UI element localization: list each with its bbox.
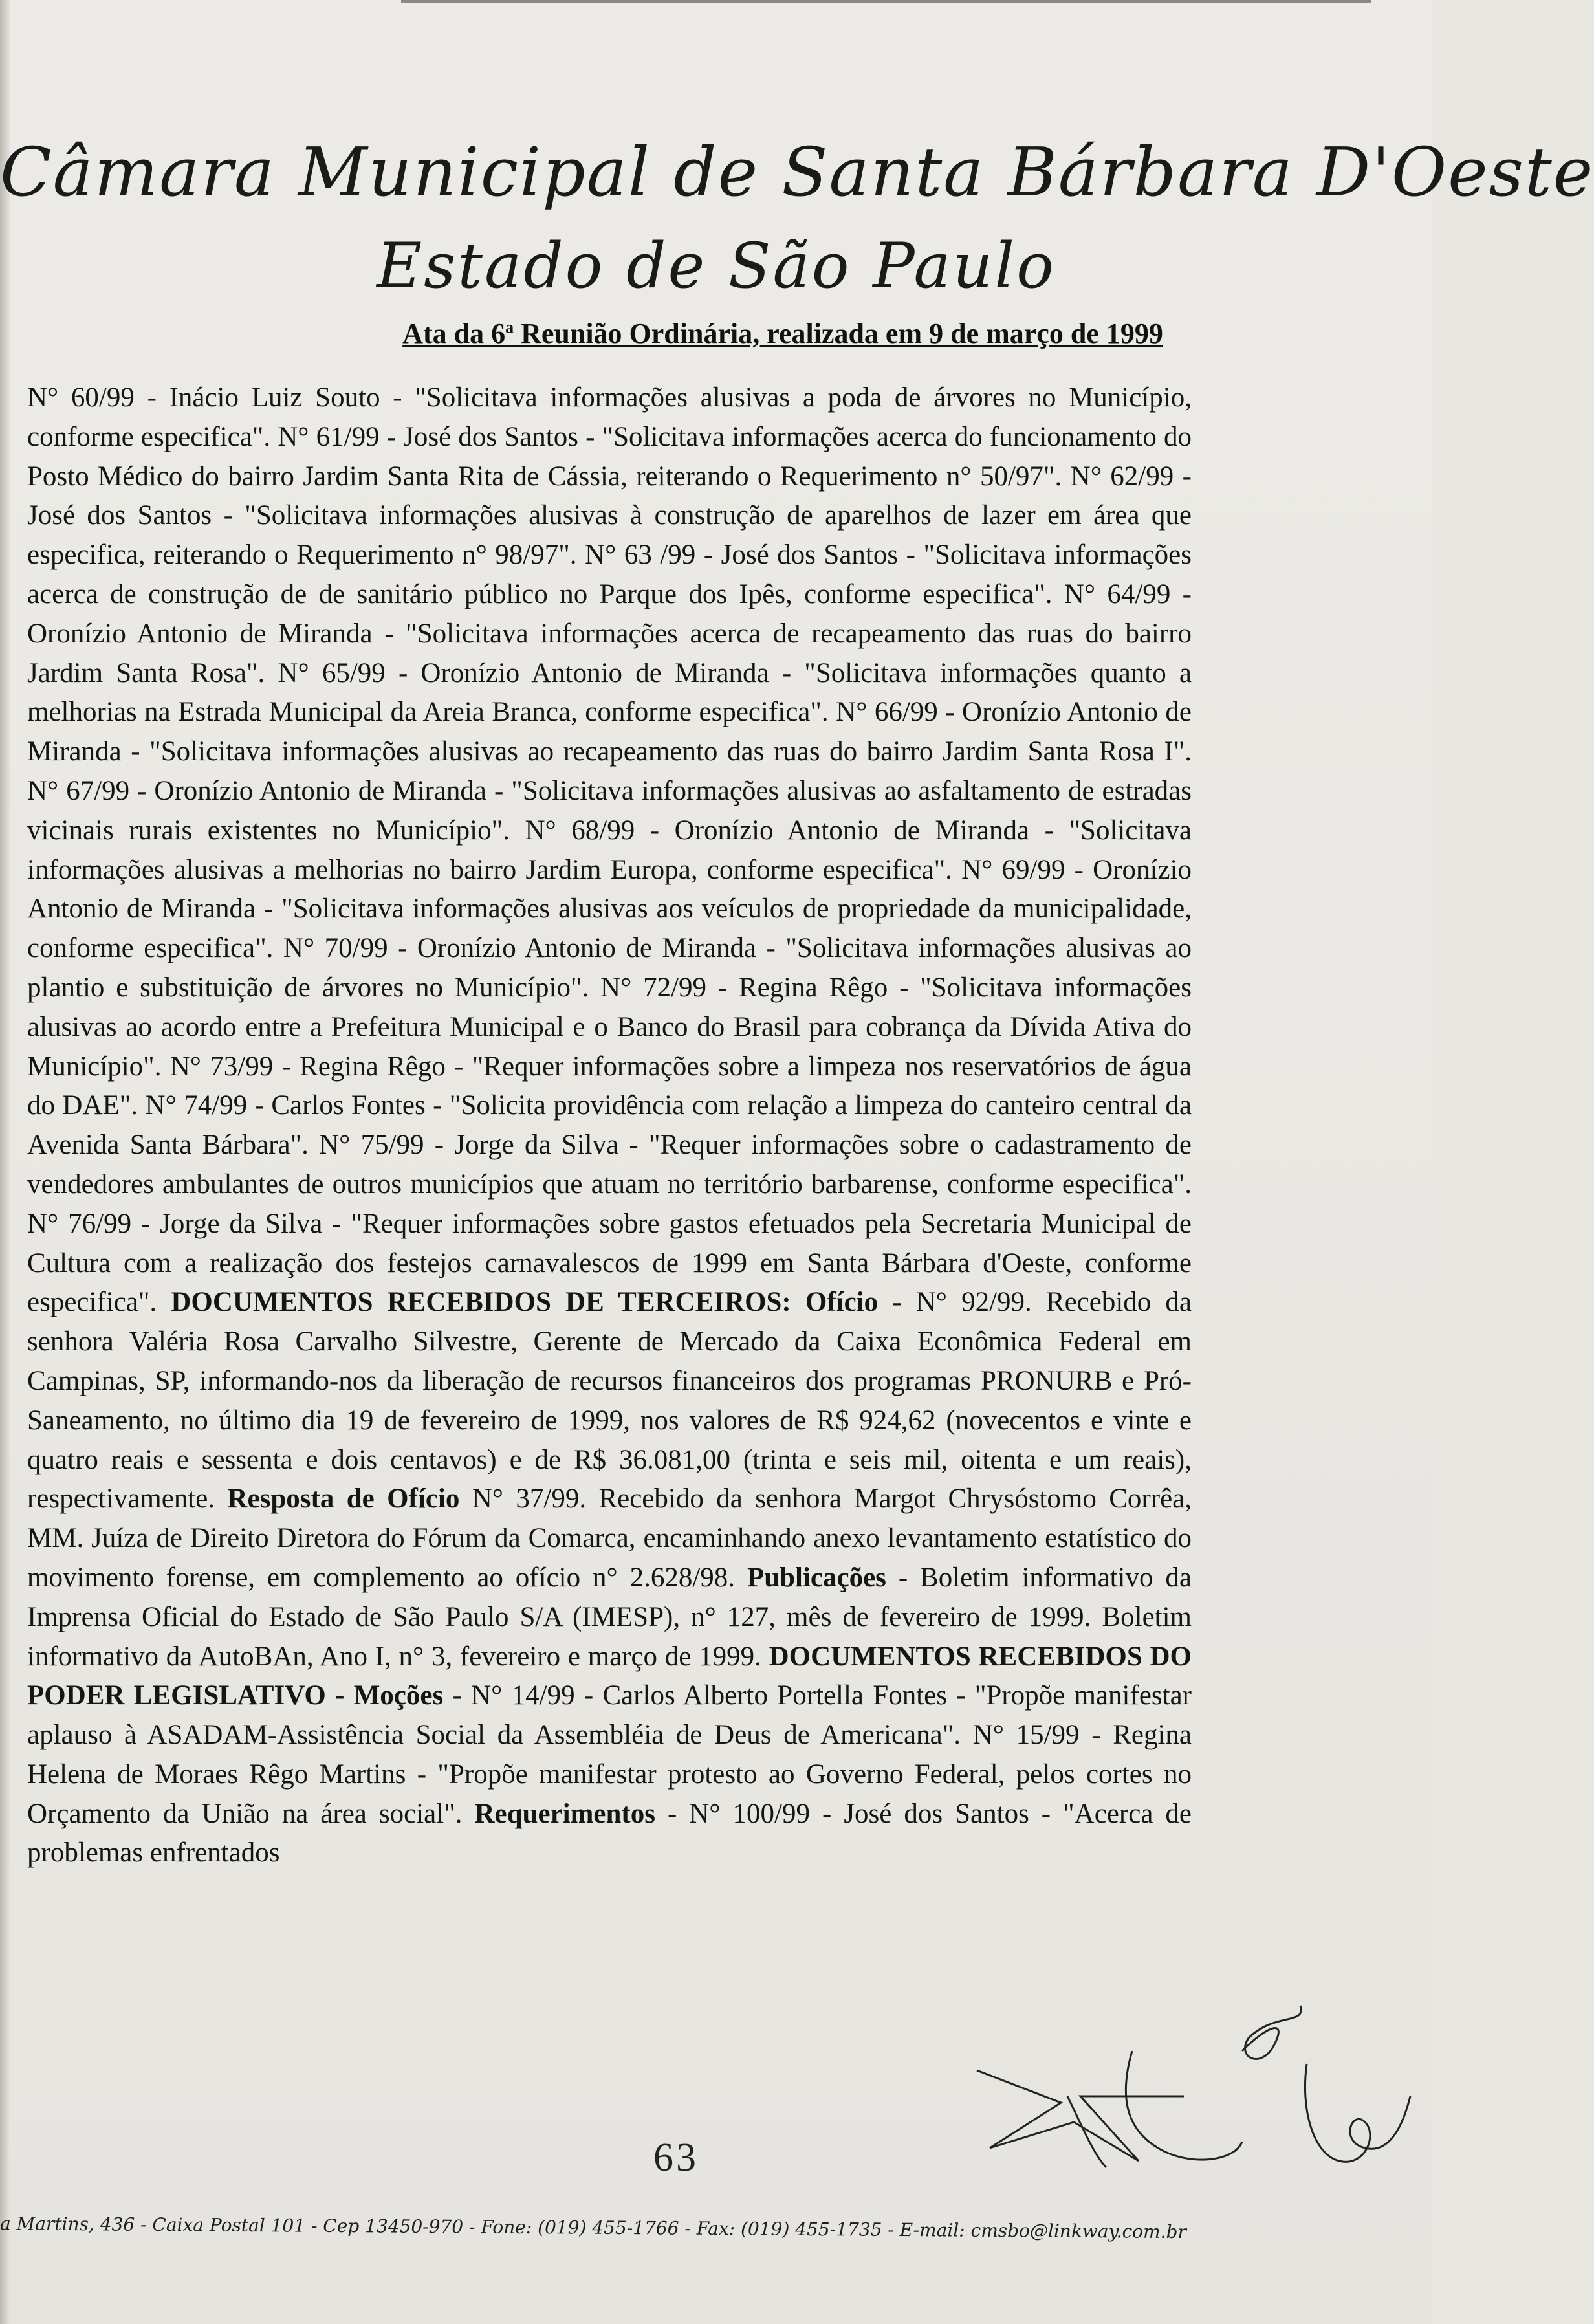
- handwritten-signatures: [964, 1999, 1417, 2193]
- scan-edge-shadow: [0, 0, 10, 2324]
- body-paragraph-oficio: - N° 92/99. Recebido da senhora Valéria Rosa Carvalho Silvestre, Gerente de Mercado da Caixa Econômica Federal em Campinas, SP, informando-nos da liberação de recursos financeiros dos programas PRONURB e Pró-Saneamento, no último dia 19 de fevereiro de 1999, nos valores de R$ 924,62 (novecentos e vinte e quatro reais e sessenta e dois centavos) e de R$ 36.081,00 (trinta e seis mil, oitenta e um reais), respectivamente.: [27, 1287, 1192, 1515]
- page-number: 63: [653, 2136, 699, 2180]
- state-name: Estado de São Paulo: [377, 230, 1056, 302]
- heading-resposta-oficio: Resposta de Ofício: [227, 1484, 460, 1515]
- minutes-title: [175, 317, 1391, 350]
- body-paragraph-publicacoes: - Boletim informativo da Imprensa Oficial do Estado de São Paulo S/A (IMESP), n° 127, mês de fevereiro de 1999. Boletim informativo da AutoBAn, Ano I, n° 3, fevereiro e março de 1999.: [27, 1562, 1192, 1672]
- heading-legislative-docs: DOCUMENTOS RECEBIDOS DO PODER LEGISLATIVO - Moções: [27, 1641, 1192, 1711]
- body-paragraph-resposta: N° 37/99. Recebido da senhora Margot Chrysóstomo Corrêa, MM. Juíza de Direito Diretora do Fórum da Comarca, encaminhando anexo levantamento estatístico do movimento forense, em complemento ao ofício n° 2.628/98.: [27, 1484, 1192, 1593]
- minutes-title-sup: a: [505, 318, 514, 337]
- body-paragraph-mocoes: - N° 14/99 - Carlos Alberto Portella Fontes - "Propõe manifestar aplauso à ASADAM-Assistência Social da Assembléia de Deus de Americana". N° 15/99 - Regina Helena de Moraes Rêgo Martins - "Propõe manifestar protesto ao Governo Federal, pelos cortes no Orçamento da União na área social".: [27, 1680, 1192, 1829]
- body-paragraph-requerimentos: - N° 100/99 - José dos Santos - "Acerca de problemas enfrentados: [27, 1798, 1192, 1869]
- body-paragraph-requests: N° 60/99 - Inácio Luiz Souto - "Solicitava informações alusivas a poda de árvores no Município, conforme especifica". N° 61/99 - José dos Santos - "Solicitava informações acerca do funcionamento do Posto Médico do bairro Jardim Santa Rita de Cássia, reiterando o Requerimento n° 50/97". N° 62/99 - José dos Santos - "Solicitava informações alusivas à construção de aparelhos de lazer em área que especifica, reiterando o Requerimento n° 98/97". N° 63 /99 - José dos Santos - "Solicitava informações acerca de construção de de sanitário público no Parque dos Ipês, conforme especifica". N° 64/99 - Oronízio Antonio de Miranda - "Solicitava informações acerca de recapeamento das ruas do bairro Jardim Santa Rosa". N° 65/99 - Oronízio Antonio de Miranda - "Solicitava informações quanto a melhorias na Estrada Municipal da Areia Branca, conforme especifica". N° 66/99 - Oronízio Antonio de Miranda - "Solicitava informações alusivas ao recapeamento das ruas do bairro Jardim Santa Rosa I". N° 67/99 - Oronízio Antonio de Miranda - "Solicitava informações alusivas ao asfaltamento de estradas vicinais rurais existentes no Município". N° 68/99 - Oronízio Antonio de Miranda - "Solicitava informações alusivas a melhorias no bairro Jardim Europa, conforme especifica". N° 69/99 - Oronízio Antonio de Miranda - "Solicitava informações alusivas aos veículos de propriedade da municipalidade, conforme especifica". N° 70/99 - Oronízio Antonio de Miranda - "Solicitava informações alusivas ao plantio e substituição de árvores no Município". N° 72/99 - Regina Rêgo - "Solicitava informações alusivas ao acordo entre a Prefeitura Municipal e o Banco do Brasil para cobrança da Dívida Ativa do Município". N° 73/99 - Regina Rêgo - "Requer informações sobre a limpeza nos reservatórios de água do DAE". N° 74/99 - Carlos Fontes - "Solicita providência com relação a limpeza do canteiro central da Avenida Santa Bárbara". N° 75/99 - Jorge da Silva - "Requer informações sobre o cadastramento de vendedores ambulantes de outros municípios que atuam no território barbarense, conforme especifica". N° 76/99 - Jorge da Silva - "Requer informações sobre gastos efetuados pela Secretaria Municipal de Cultura com a realização dos festejos carnavalescos de 1999 em Santa Bárbara d'Oeste, conforme especifica".: [27, 382, 1192, 1318]
- address-footer: a Martins, 436 - Caixa Postal 101 - Cep 13450-970 - Fone: (019) 455-1766 - Fax: (019) 455-1735 - E-mail: cmsbo@linkway.com.br: [0, 2213, 1186, 2243]
- chamber-name: Câmara Municipal de Santa Bárbara D'Oeste: [0, 133, 1594, 212]
- heading-publicacoes: Publicações: [747, 1562, 886, 1593]
- heading-requerimentos: Requerimentos: [474, 1798, 655, 1829]
- minutes-title-pre: Ata da 6: [402, 318, 506, 349]
- minutes-body: [27, 378, 1192, 1873]
- minutes-title-post: Reunião Ordinária, realizada em 9 de março de 1999: [514, 318, 1163, 349]
- top-rule: [401, 0, 1371, 3]
- heading-third-party-docs: DOCUMENTOS RECEBIDOS DE TERCEIROS: Ofício: [171, 1287, 879, 1318]
